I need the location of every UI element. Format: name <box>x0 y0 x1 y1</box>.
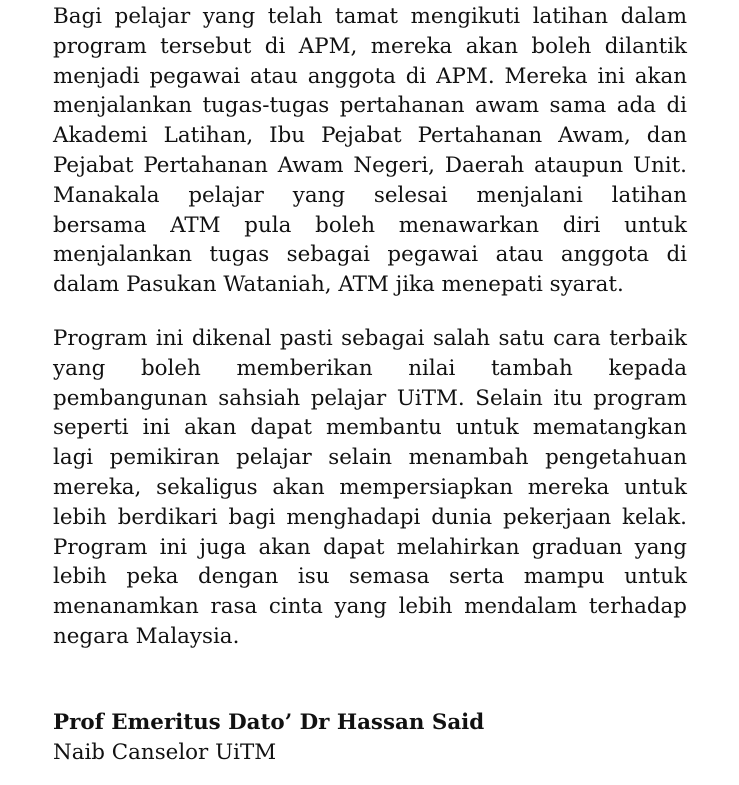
paragraph-line: lagi pemikiran pelajar selain menambah pengetahuan <box>53 445 687 471</box>
paragraph-1 <box>53 2 687 300</box>
paragraph-line: Pejabat Pertahanan Awam Negeri, Daerah ataupun Unit. <box>53 152 687 178</box>
paragraph-line: lebih peka dengan isu semasa serta mampu untuk <box>53 564 687 590</box>
paragraph-line: mereka, sekaligus akan mempersiapkan mereka untuk <box>53 474 687 500</box>
paragraph-line: program tersebut di APM, mereka akan boleh dilantik <box>53 33 687 59</box>
paragraph-line: bersama ATM pula boleh menawarkan diri untuk <box>53 212 687 238</box>
paragraph-line: menanamkan rasa cinta yang lebih mendalam terhadap <box>53 594 687 620</box>
paragraph-line: Akademi Latihan, Ibu Pejabat Pertahanan Awam, dan <box>53 123 687 149</box>
paragraph-line: yang boleh memberikan nilai tambah kepada <box>53 355 687 381</box>
signatory-title: Naib Canselor UiTM <box>53 740 277 765</box>
paragraph-line: Bagi pelajar yang telah tamat mengikuti latihan dalam <box>53 4 687 29</box>
paragraph-line: negara Malaysia. <box>53 623 240 649</box>
paragraph-line: Program ini juga akan dapat melahirkan graduan yang <box>53 534 687 560</box>
paragraph-line: lebih berdikari bagi menghadapi dunia pekerjaan kelak. <box>53 504 687 530</box>
paragraph-line: seperti ini akan dapat membantu untuk mematangkan <box>53 415 687 441</box>
paragraph-line: Program ini dikenal pasti sebagai salah satu cara terbaik <box>53 326 687 351</box>
signature-block <box>53 708 484 768</box>
paragraph-line: menjalankan tugas-tugas pertahanan awam sama ada di <box>53 93 687 119</box>
signatory-name: Prof Emeritus Dato’ Dr Hassan Said <box>53 710 485 735</box>
paragraph-line: menjadi pegawai atau anggota di APM. Mereka ini akan <box>53 63 687 89</box>
paragraph-line: Manakala pelajar yang selesai menjalani latihan <box>53 182 687 208</box>
paragraph-line: dalam Pasukan Wataniah, ATM jika menepati syarat. <box>53 272 624 298</box>
paragraph-line: menjalankan tugas sebagai pegawai atau anggota di <box>53 242 687 268</box>
paragraph-2 <box>53 324 687 652</box>
paragraph-line: pembangunan sahsiah pelajar UiTM. Selain itu program <box>53 385 687 411</box>
